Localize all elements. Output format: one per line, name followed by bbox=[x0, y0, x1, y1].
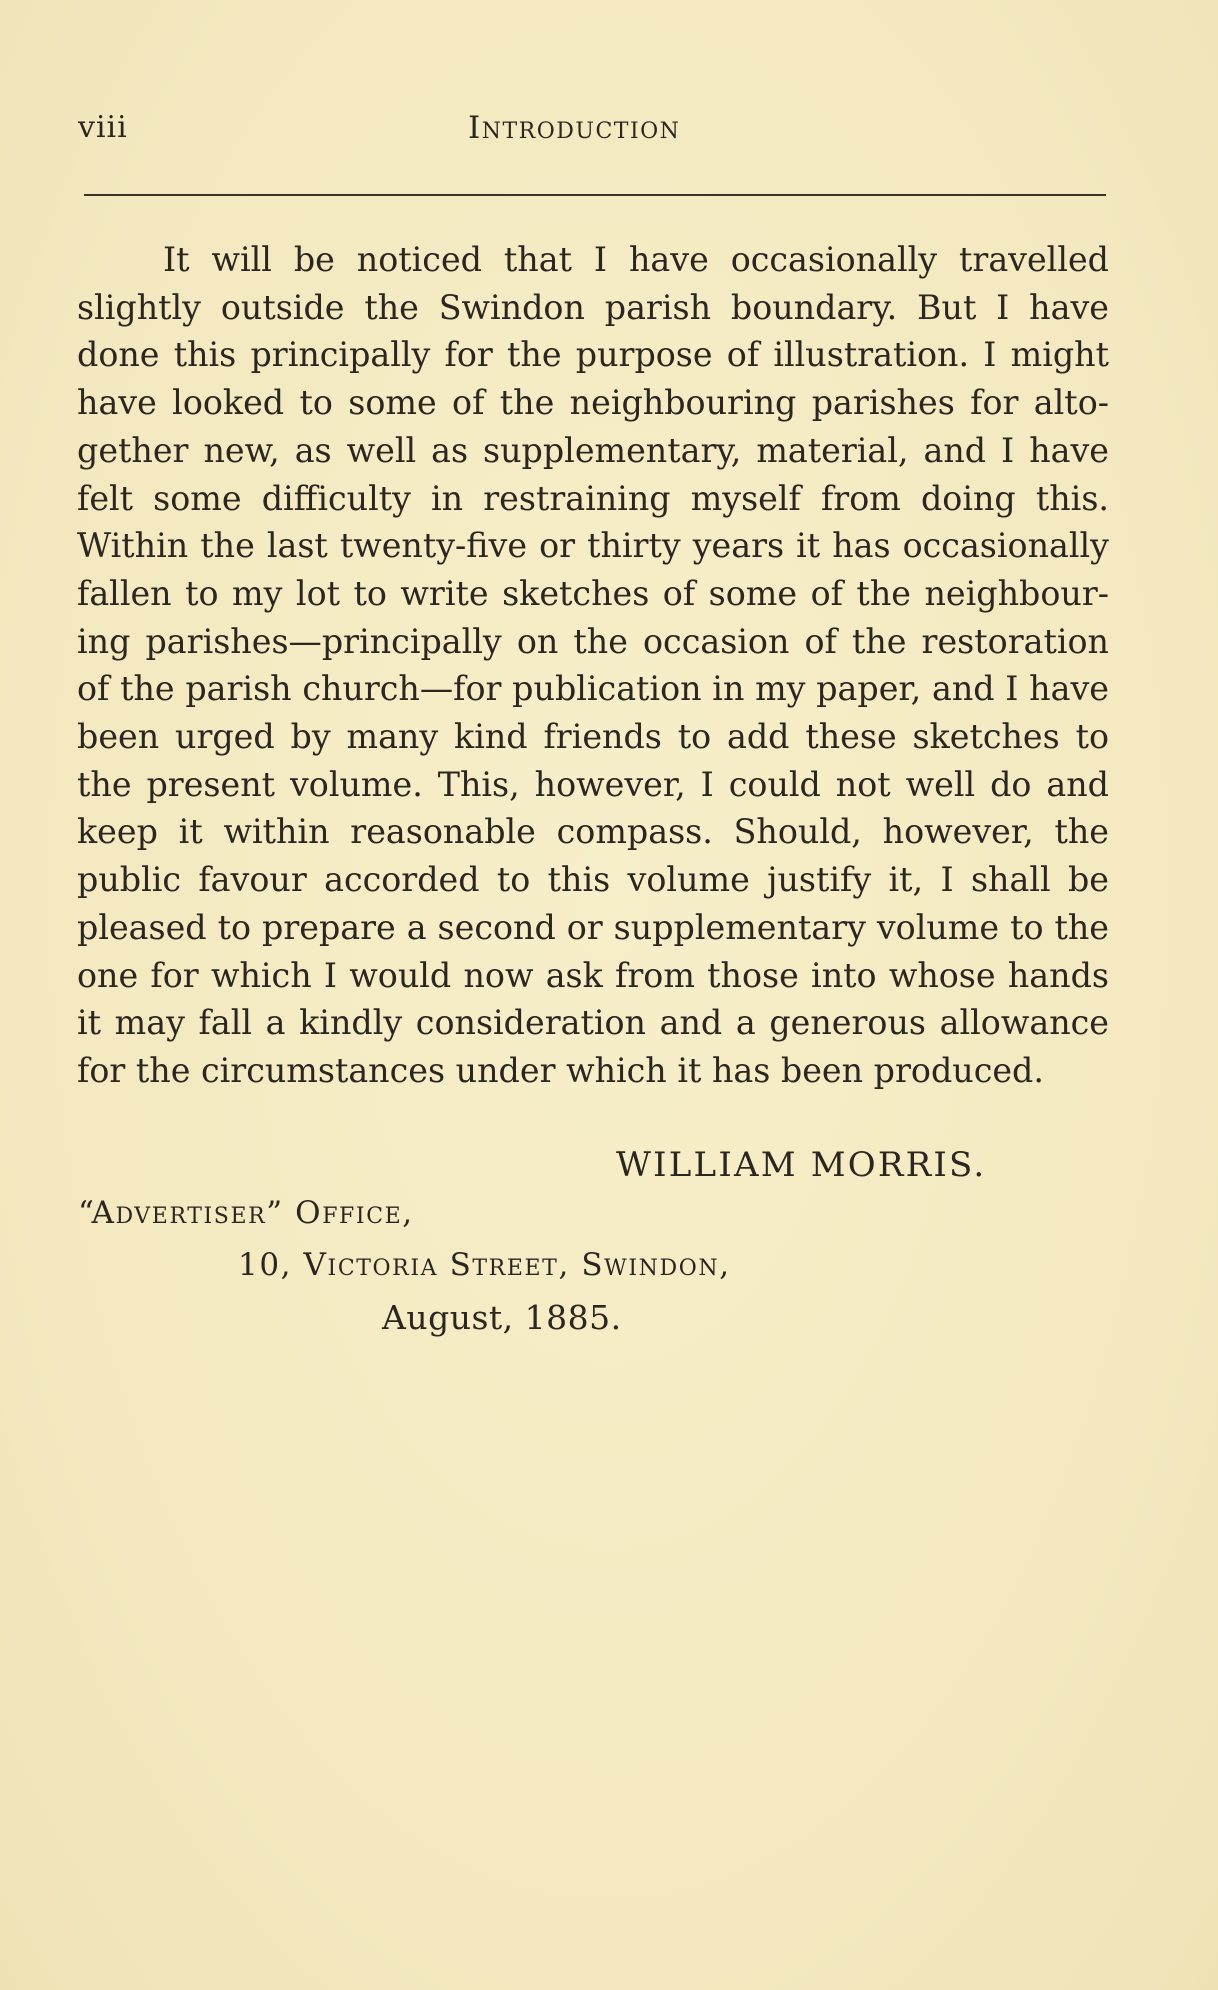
office-line: “Advertiser” Office, bbox=[78, 1195, 414, 1231]
author-signature: WILLIAM MORRIS. bbox=[616, 1145, 987, 1185]
running-title: Introduction bbox=[468, 110, 681, 146]
body-text bbox=[77, 236, 1109, 1095]
address-line: 10, Victoria Street, Swindon, bbox=[238, 1247, 731, 1283]
running-head bbox=[78, 110, 1108, 160]
page-number: viii bbox=[78, 110, 128, 145]
date-line: August, 1885. bbox=[382, 1298, 622, 1337]
paragraph: It will be noticed that I have occasionally travelled slightly outside the Swindon parish boundary. But I have done this principally for the purpose of illustration. I might have looked to some of the neighbouring parishes for alto-gether new, as well as supplementary, material, and I have felt some difficulty in restraining myself from doing this. Within the last twenty-five or thirty years it has occasionally fallen to my lot to write sketches of some of the neighbour-ing parishes—principally on the occasion of the restoration of the parish church—for publication in my paper, and I have been urged by many kind friends to add these sketches to the present volume. This, however, I could not well do and keep it within reasonable compass. Should, however, the public favour accorded to this volume justify it, I shall be pleased to prepare a second or supplementary volume to the one for which I would now ask from those into whose hands it may fall a kindly consideration and a generous allowance for the circumstances under which it has been produced. bbox=[77, 240, 1109, 1090]
header-rule bbox=[84, 194, 1106, 196]
